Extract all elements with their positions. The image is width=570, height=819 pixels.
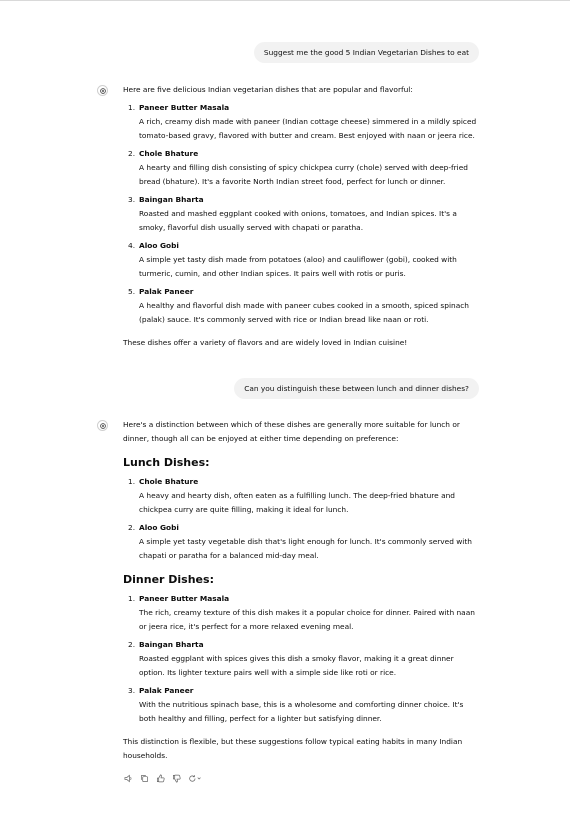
dish-description: A hearty and filling dish consisting of spicy chickpea curry (chole) served with deep-fried bread (bhature). It's a favorite North Indian street food, perfect for lunch or dinner. — [139, 163, 468, 186]
dish-name: Baingan Bharta — [139, 640, 204, 649]
thumbs-down-icon[interactable] — [171, 773, 181, 783]
list-item — [123, 684, 480, 726]
dish-name: Chole Bhature — [139, 477, 199, 486]
dish-description: A healthy and flavorful dish made with paneer cubes cooked in a smooth, spiced spinach (palak) sauce. It's commonly served with rice or Indian bread like naan or roti. — [139, 301, 469, 324]
dish-list — [123, 101, 480, 327]
list-number: 1. — [128, 594, 136, 603]
list-number: 2. — [128, 523, 136, 532]
list-item — [123, 592, 480, 634]
dish-name: Aloo Gobi — [139, 523, 179, 532]
dish-name: Aloo Gobi — [139, 241, 179, 250]
message-outro: These dishes offer a variety of flavors and are widely loved in Indian cuisine! — [123, 338, 408, 347]
dinner-heading: Dinner Dishes: — [123, 573, 214, 586]
dish-description: A simple yet tasty vegetable dish that's light enough for lunch. It's commonly served with chapati or paratha for a balanced mid-day meal. — [139, 537, 472, 560]
dinner-list — [123, 592, 480, 726]
lunch-heading: Lunch Dishes: — [123, 456, 210, 469]
list-number: 4. — [128, 241, 136, 250]
message-actions — [123, 773, 203, 783]
list-item — [123, 638, 480, 680]
list-item — [123, 193, 480, 235]
dish-name: Chole Bhature — [139, 149, 199, 158]
dish-name: Paneer Butter Masala — [139, 594, 230, 603]
message-outro: This distinction is flexible, but these suggestions follow typical eating habits in many Indian households. — [123, 737, 463, 760]
dish-name: Palak Paneer — [139, 287, 194, 296]
message-intro: Here's a distinction between which of these dishes are generally more suitable for lunch or dinner, though all can be enjoyed at either time depending on preference: — [123, 420, 460, 443]
message-intro: Here are five delicious Indian vegetarian dishes that are popular and flavorful: — [123, 85, 413, 94]
assistant-message-2 — [123, 418, 480, 763]
dish-description: Roasted and mashed eggplant cooked with onions, tomatoes, and Indian spices. It's a smoky, flavorful dish usually served with chapati or paratha. — [139, 209, 457, 232]
list-item — [123, 285, 480, 327]
list-item — [123, 147, 480, 189]
copy-icon[interactable] — [139, 773, 149, 783]
speaker-icon[interactable] — [123, 773, 133, 783]
list-number: 5. — [128, 287, 136, 296]
list-item — [123, 101, 480, 143]
thumbs-up-icon[interactable] — [155, 773, 165, 783]
user-message: Can you distinguish these between lunch and dinner dishes? — [234, 378, 479, 399]
list-number: 1. — [128, 103, 136, 112]
dish-name: Palak Paneer — [139, 686, 194, 695]
list-number: 3. — [128, 686, 136, 695]
list-item — [123, 475, 480, 517]
list-item — [123, 239, 480, 281]
assistant-avatar-icon — [97, 420, 108, 431]
dish-description: Roasted eggplant with spices gives this dish a smoky flavor, making it a great dinner option. Its lighter texture pairs well with a simple side like roti or rice. — [139, 654, 454, 677]
list-number: 2. — [128, 149, 136, 158]
lunch-list — [123, 475, 480, 563]
list-number: 1. — [128, 477, 136, 486]
user-message: Suggest me the good 5 Indian Vegetarian Dishes to eat — [254, 42, 479, 63]
assistant-avatar-icon — [97, 85, 108, 96]
dish-name: Baingan Bharta — [139, 195, 204, 204]
dish-description: The rich, creamy texture of this dish makes it a popular choice for dinner. Paired with naan or jeera rice, it's perfect for a more relaxed evening meal. — [139, 608, 475, 631]
dish-description: A rich, creamy dish made with paneer (Indian cottage cheese) simmered in a mildly spiced tomato-based gravy, flavored with butter and cream. Best enjoyed with naan or jeera rice. — [139, 117, 477, 140]
dish-description: A heavy and hearty dish, often eaten as a fulfilling lunch. The deep-fried bhature and chickpea curry are quite filling, making it ideal for lunch. — [139, 491, 455, 514]
list-item — [123, 521, 480, 563]
list-number: 2. — [128, 640, 136, 649]
dish-description: A simple yet tasty dish made from potatoes (aloo) and cauliflower (gobi), cooked with turmeric, cumin, and other Indian spices. It pairs well with rotis or puris. — [139, 255, 457, 278]
dish-name: Paneer Butter Masala — [139, 103, 230, 112]
dish-description: With the nutritious spinach base, this is a wholesome and comforting dinner choice. It's both healthy and filling, perfect for a lighter but satisfying dinner. — [139, 700, 464, 723]
top-divider — [0, 0, 570, 1]
regenerate-icon[interactable] — [187, 773, 203, 783]
assistant-message-1 — [123, 83, 480, 350]
list-number: 3. — [128, 195, 136, 204]
